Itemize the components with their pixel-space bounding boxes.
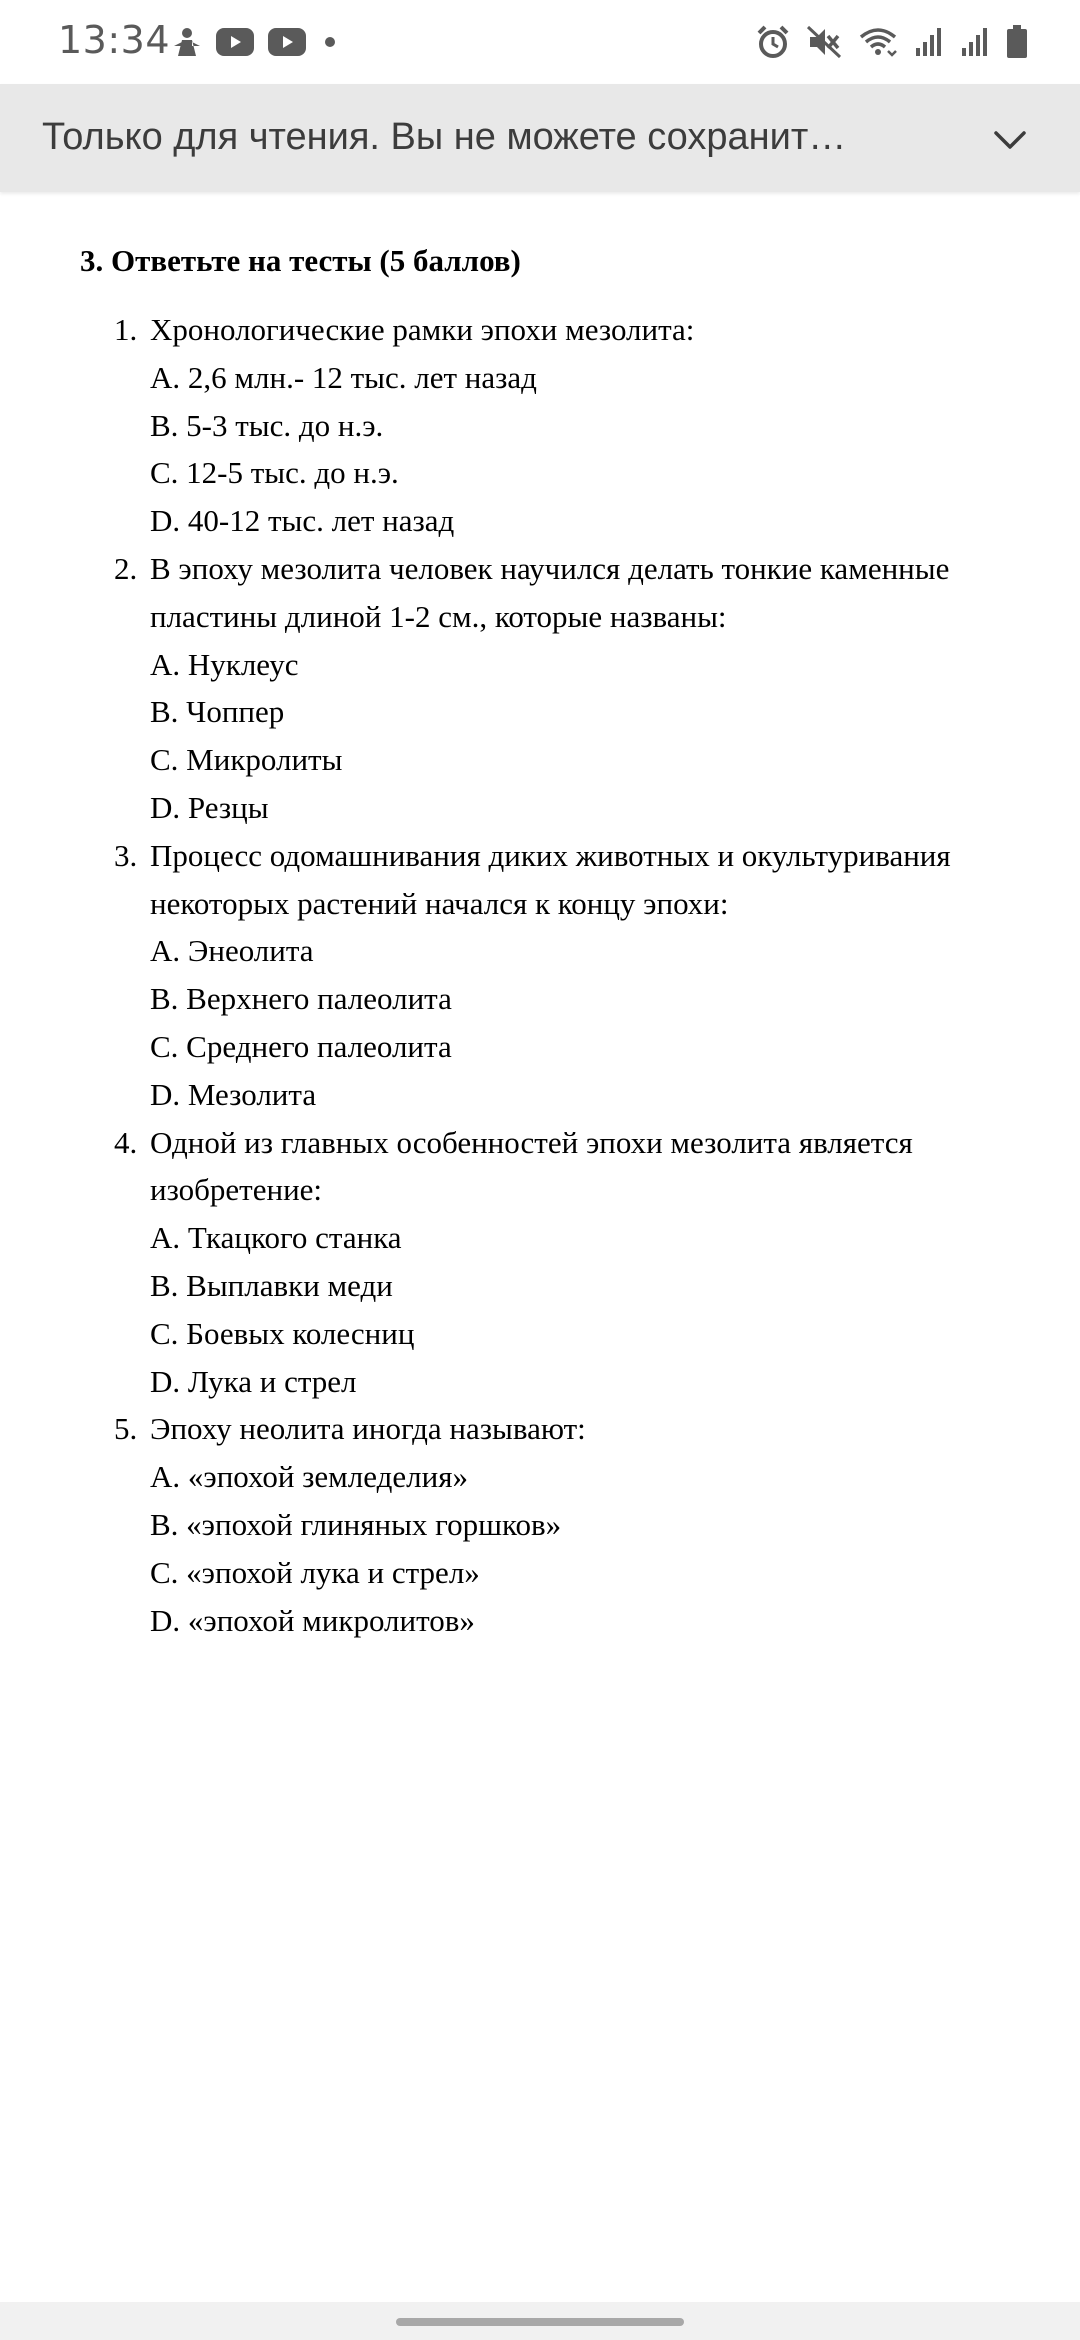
read-only-banner-text: Только для чтения. Вы не можете сохранит…: [42, 116, 847, 158]
answer-option: D. Мезолита: [150, 1076, 317, 1112]
status-left-icons: [172, 24, 340, 60]
signal-icon: [914, 26, 944, 58]
status-right-icons: [756, 22, 1028, 62]
question-1: [0, 306, 1080, 545]
alarm-icon: [756, 25, 790, 59]
question-2: [0, 545, 1080, 832]
question-number: 3.: [114, 837, 138, 873]
chevron-down-icon[interactable]: [990, 120, 1030, 160]
answer-option: C. Микролиты: [150, 742, 343, 778]
question-text: В эпоху мезолита человек научился делать тонкие каменные пластины длиной 1-2 см., которые названы:: [150, 550, 950, 634]
answer-option: B. 5-3 тыс. до н.э.: [150, 407, 384, 443]
answer-option: C. «эпохой лука и стрел»: [150, 1554, 480, 1590]
answer-option: A. 2,6 млн.- 12 тыс. лет назад: [150, 359, 537, 395]
question-5: [0, 1405, 1080, 1644]
answer-option: B. Верхнего палеолита: [150, 981, 452, 1017]
document-body: [0, 192, 1080, 1644]
question-number: 4.: [114, 1124, 138, 1160]
youtube-icon: [216, 28, 254, 56]
answer-option: B. «эпохой глиняных горшков»: [150, 1506, 562, 1542]
question-4: [0, 1119, 1080, 1406]
navigation-bar: [0, 2302, 1080, 2340]
answer-option: C. Среднего палеолита: [150, 1028, 452, 1064]
signal-icon: [960, 26, 990, 58]
youtube-icon: [268, 28, 306, 56]
read-only-banner[interactable]: [0, 84, 1080, 192]
person-icon: [172, 26, 202, 58]
answer-option: A. Нуклеус: [150, 646, 299, 682]
answer-option: A. «эпохой земледелия»: [150, 1459, 468, 1495]
question-text: Процесс одомашнивания диких животных и окультуривания некоторых растений начался к концу эпохи:: [150, 837, 951, 921]
answer-option: C. Боевых колесниц: [150, 1315, 415, 1351]
answer-option: B. Выплавки меди: [150, 1267, 393, 1303]
answer-option: A. Энеолита: [150, 933, 314, 969]
answer-option: B. Чоппер: [150, 694, 285, 730]
answer-option: A. Ткацкого станка: [150, 1220, 402, 1256]
section-title: 3. Ответьте на тесты (5 баллов): [80, 243, 521, 278]
answer-option: D. «эпохой микролитов»: [150, 1602, 475, 1638]
question-text: Одной из главных особенностей эпохи мезолита является изобретение:: [150, 1124, 913, 1208]
battery-icon: [1006, 25, 1028, 59]
question-number: 1.: [114, 312, 138, 347]
wifi-icon: [858, 25, 898, 59]
status-time: 13:34: [58, 18, 171, 62]
answer-option: D. Лука и стрел: [150, 1363, 357, 1399]
dot-icon: [320, 32, 340, 52]
question-number: 2.: [114, 550, 138, 586]
question-list: [0, 306, 1080, 1644]
home-gesture-handle[interactable]: [396, 2318, 684, 2326]
question-text: Хронологические рамки эпохи мезолита:: [150, 312, 695, 347]
answer-option: D. Резцы: [150, 789, 269, 825]
question-number: 5.: [114, 1411, 138, 1447]
question-text: Эпоху неолита иногда называют:: [150, 1411, 586, 1447]
mute-icon: [806, 25, 842, 59]
status-bar: [0, 0, 1080, 84]
question-3: [0, 832, 1080, 1119]
answer-option: C. 12-5 тыс. до н.э.: [150, 455, 399, 491]
answer-option: D. 40-12 тыс. лет назад: [150, 503, 455, 539]
